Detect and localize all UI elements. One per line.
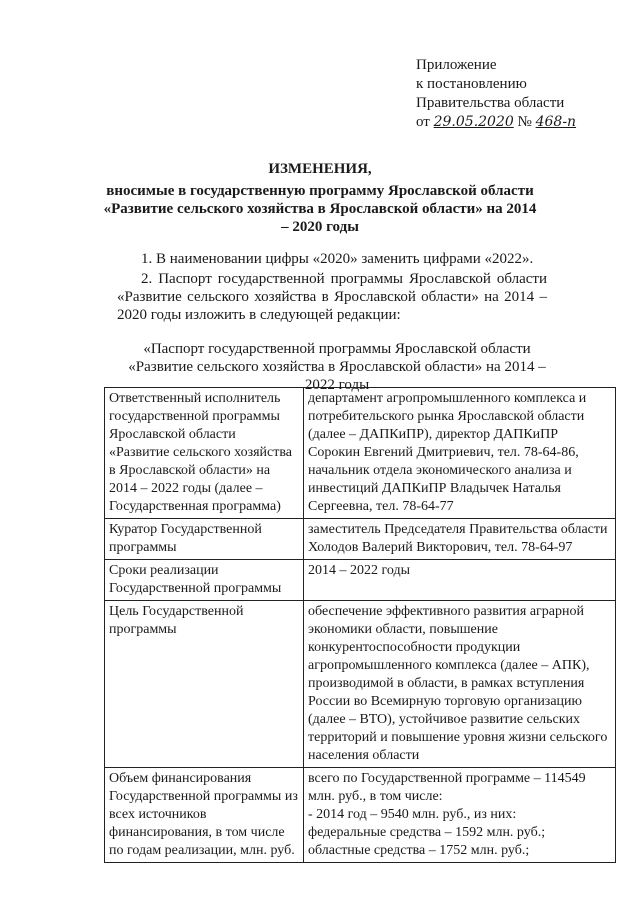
row-value: 2014 – 2022 годы	[304, 560, 616, 601]
paragraph-1: 1. В наименовании цифры «2020» заменить цифрами «2022».	[141, 251, 534, 267]
handwritten-date: 29.05.2020	[433, 114, 514, 130]
funding-line: федеральные средства – 1592 млн. руб.;	[308, 825, 546, 840]
annex-line-1: Приложение	[416, 57, 497, 73]
row-value: департамент агропромышленного комплекса и потребительского рынка Ярославской области (далее – ДАПКиПР), директор ДАПКиПР Сорокин Евгений Дмитриевич, тел. 78-64-86, начальник отдела экономического анализа и инвестиций ДАПКиПР Владычек Наталья Сергеевна, тел. 78-64-77	[304, 388, 616, 519]
funding-line: - 2014 год – 9540 млн. руб., из них:	[308, 807, 517, 822]
table-row	[105, 519, 616, 560]
date-prefix: от	[416, 114, 430, 130]
table-row	[105, 560, 616, 601]
paragraph-2: 2. Паспорт государственной программы Ярославской области «Развитие сельского хозяйства в Ярославской области» на 2014 – 2020 годы изложить в следующей редакции:	[117, 271, 547, 323]
number-prefix: №	[517, 114, 532, 130]
document-title	[100, 160, 540, 236]
table-row	[105, 601, 616, 768]
row-label: Цель Государственной программы	[105, 601, 304, 768]
row-value: обеспечение эффективного развития аграрной экономики области, повышение конкурентоспособности продукции агропромышленного комплекса (далее – АПК), производимой в области, в рамках вступления России во Всемирную торговую организацию (далее – ВТО), устойчивое развитие сельских территорий и повышение уровня жизни сельского населения области	[304, 601, 616, 768]
row-label: Объем финансирования Государственной программы из всех источников финансирования, в том числе по годам реализации, млн. руб.	[105, 768, 304, 863]
passport-heading: «Паспорт государственной программы Ярославской области «Развитие сельского хозяйства в Ярославской области» на 2014 – 2022 годы	[128, 341, 546, 393]
funding-line: всего по Государственной программе – 114549 млн. руб., в том числе:	[308, 771, 586, 804]
table-row	[105, 388, 616, 519]
title-line-3: «Развитие сельского хозяйства в Ярославской области» на 2014 – 2020 годы	[103, 201, 537, 235]
row-label: Куратор Государственной программы	[105, 519, 304, 560]
row-label: Ответственный исполнитель государственной программы Ярославской области «Развитие сельского хозяйства в Ярославской области» на 2014 – 2022 годы (далее – Государственная программа)	[105, 388, 304, 519]
funding-line: областные средства – 1752 млн. руб.;	[308, 843, 530, 858]
title-heading: ИЗМЕНЕНИЯ,	[268, 161, 372, 177]
table-row	[105, 768, 616, 863]
handwritten-number: 468-п	[535, 114, 577, 130]
annex-date-line	[416, 113, 576, 132]
annex-line-3: Правительства области	[416, 95, 565, 111]
annex-block	[416, 56, 576, 132]
row-value	[304, 768, 616, 863]
passport-table	[104, 387, 616, 863]
row-value: заместитель Председателя Правительства области Холодов Валерий Викторович, тел. 78-64-97	[304, 519, 616, 560]
row-label: Сроки реализации Государственной программы	[105, 560, 304, 601]
annex-line-2: к постановлению	[416, 76, 527, 92]
title-line-2: вносимые в государственную программу Ярославской области	[106, 183, 534, 199]
